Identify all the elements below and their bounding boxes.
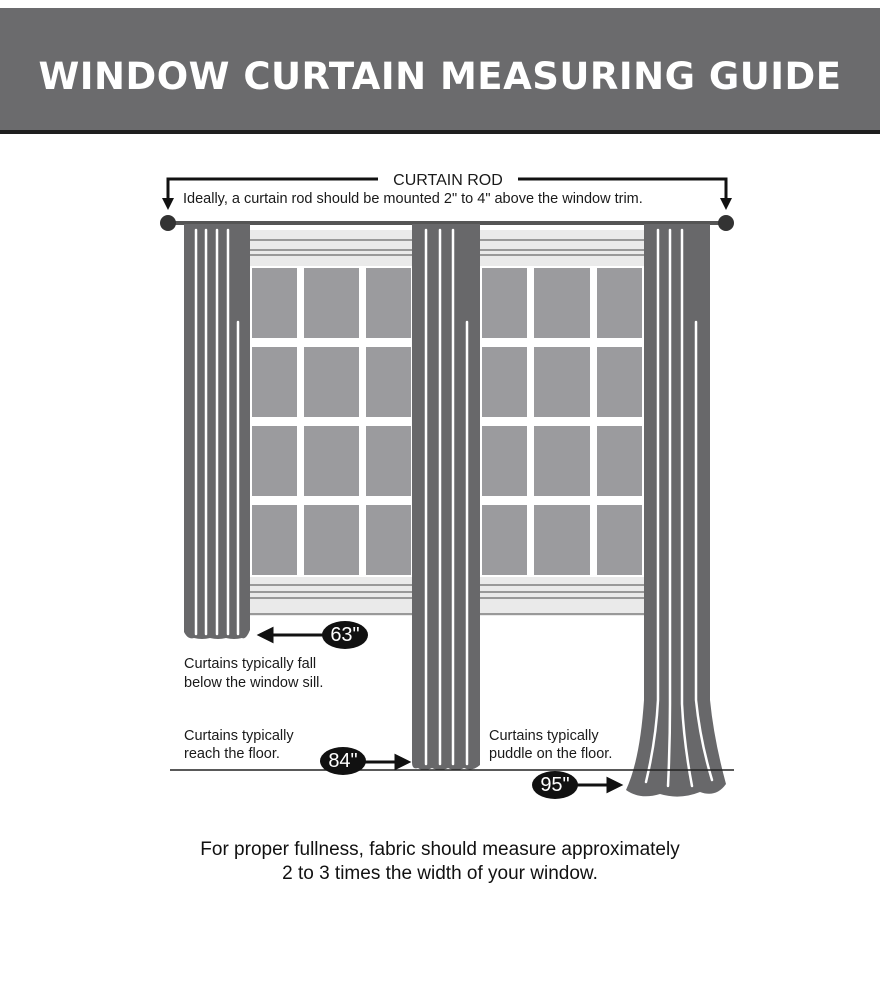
caption-95-line2: puddle on the floor. — [489, 746, 613, 762]
caption-84-line1: Curtains typically — [184, 728, 294, 744]
curtain-63 — [184, 224, 250, 639]
caption-63-line2: below the window sill. — [184, 675, 324, 691]
rod-note: Ideally, a curtain rod should be mounted 2" to 4" above the window trim. — [183, 191, 643, 207]
page-title: WINDOW CURTAIN MEASURING GUIDE — [38, 55, 842, 98]
window-right — [480, 230, 644, 616]
measure-badge-84: 84" — [320, 747, 366, 775]
footer-line1: For proper fullness, fabric should measure approximately — [200, 839, 680, 860]
rod-title: CURTAIN ROD — [393, 172, 503, 189]
window-left — [250, 230, 412, 616]
measure-badge-63: 63" — [322, 621, 368, 649]
caption-84-line2: reach the floor. — [184, 746, 280, 762]
caption-95-line1: Curtains typically — [489, 728, 599, 744]
footer-note — [140, 838, 740, 886]
caption-63-line1: Curtains typically fall — [184, 656, 317, 672]
measure-badge-95: 95" — [532, 771, 578, 799]
footer-line2: 2 to 3 times the width of your window. — [282, 863, 598, 884]
curtain-84 — [412, 224, 480, 770]
